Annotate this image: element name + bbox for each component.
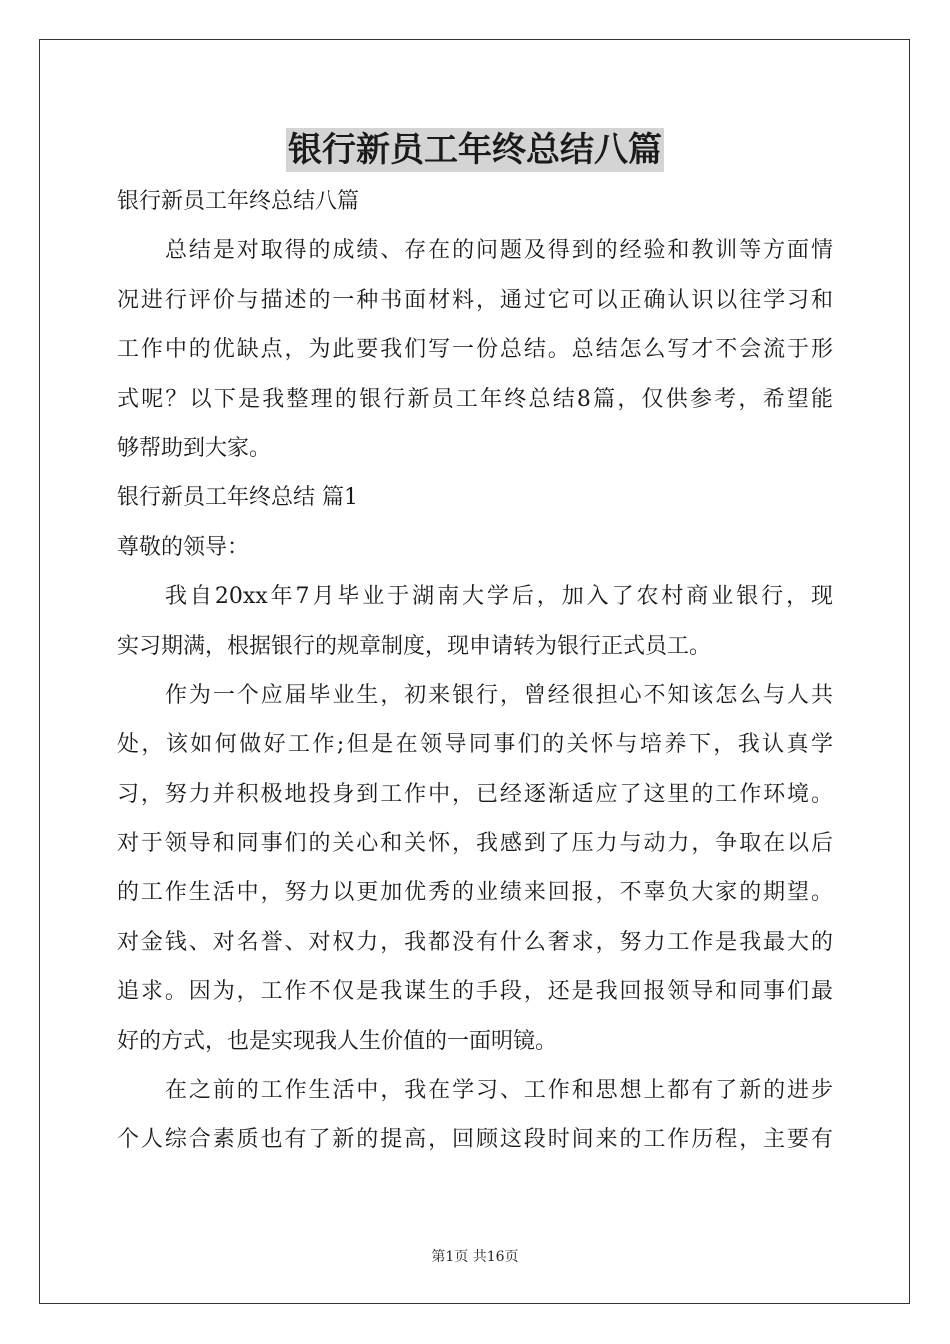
text-line: 处，该如何做好工作;但是在领导同事们的关怀与培养下，我认真学 [117,732,833,758]
text-line: 尊敬的领导： [117,534,250,560]
text-line: 对金钱、对名誉、对权力，我都没有什么奢求，努力工作是我最大的 [117,929,833,955]
document-title [0,128,950,172]
text-line: 银行新员工年终总结 篇1 [117,485,358,511]
text-line: 我自20xx年7月毕业于湖南大学后，加入了农村商业银行，现 [165,584,833,610]
text-line: 作为一个应届毕业生，初来银行，曾经很担心不知该怎么与人共 [165,682,833,708]
document-body [117,177,833,1165]
text-line: 追求。因为，工作不仅是我谋生的手段，还是我回报领导和同事们最 [117,979,833,1005]
text-line: 够帮助到大家。 [117,435,272,461]
text-line: 况进行评价与描述的一种书面材料，通过它可以正确认识以往学习和 [117,287,833,313]
text-line: 总结是对取得的成绩、存在的问题及得到的经验和教训等方面情 [165,238,833,264]
text-line: 工作中的优缺点，为此要我们写一份总结。总结怎么写才不会流于形 [117,337,833,363]
text-line: 好的方式，也是实现我人生价值的一面明镜。 [117,1028,558,1054]
text-line: 实习期满，根据银行的规章制度，现申请转为银行正式员工。 [117,633,712,659]
document-title-text: 银行新员工年终总结八篇 [288,130,662,170]
text-line: 在之前的工作生活中，我在学习、工作和思想上都有了新的进步 [165,1078,833,1104]
text-line: 个人综合素质也有了新的提高，回顾这段时间来的工作历程，主要有 [117,1127,833,1153]
text-line: 式呢？以下是我整理的银行新员工年终总结8篇，仅供参考，希望能 [117,386,833,412]
page-footer: 第1页 共16页 [431,1249,519,1265]
text-line: 对于领导和同事们的关心和关怀，我感到了压力与动力，争取在以后 [117,831,833,857]
text-line: 的工作生活中，努力以更加优秀的业绩来回报，不辜负大家的期望。 [117,880,833,906]
text-line: 习，努力并积极地投身到工作中，已经逐渐适应了这里的工作环境。 [117,781,833,807]
text-line: 银行新员工年终总结八篇 [117,189,360,214]
